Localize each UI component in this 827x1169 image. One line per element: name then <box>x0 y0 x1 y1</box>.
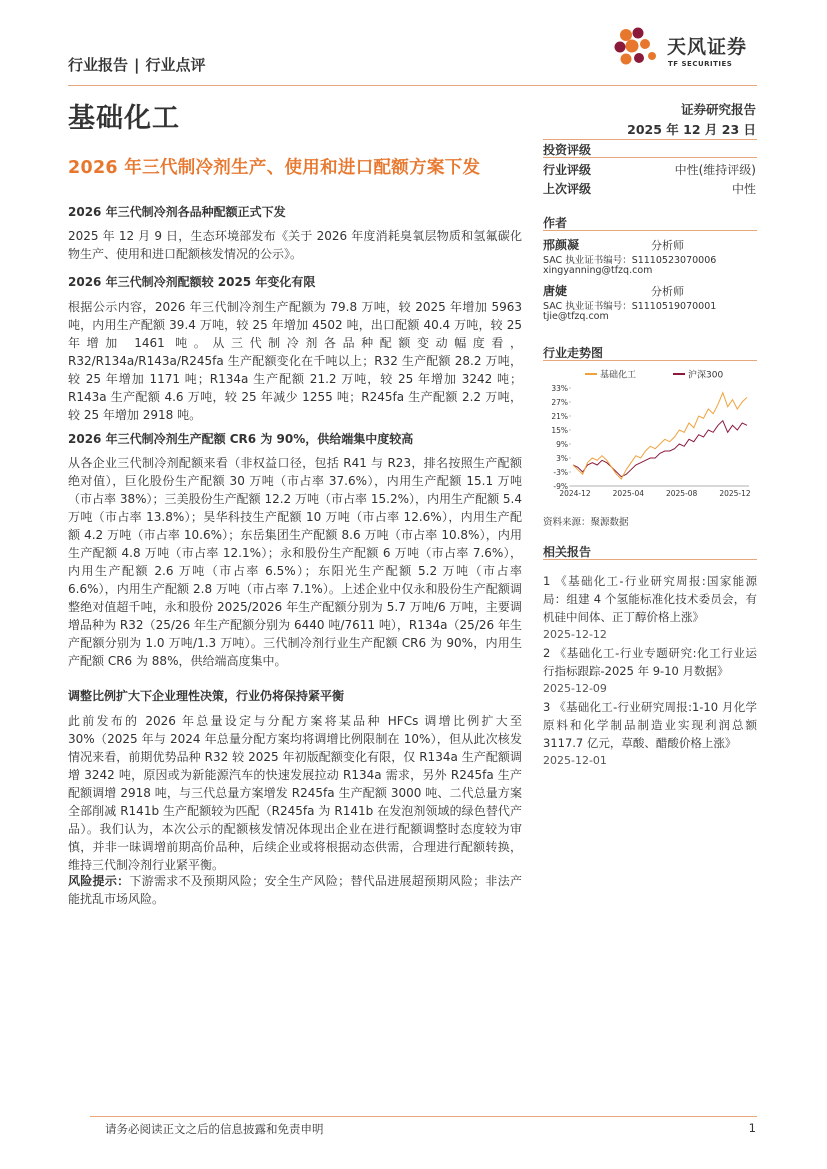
trend-heading: 行业走势图 <box>543 346 604 360</box>
related-report-item[interactable] <box>543 698 757 770</box>
analyst-email[interactable]: xingyanning@tfzq.com <box>543 265 653 276</box>
y-tick-label: 33% <box>551 384 568 393</box>
related-report-title[interactable]: 2 《基础化工-行业专题研究:化工行业运行指标跟踪-2025 年 9-10 月数据》 <box>543 646 757 678</box>
industry-rating-value: 中性(维持评级) <box>674 163 756 177</box>
chart-source: 资料来源：聚源数据 <box>543 517 629 528</box>
sidebar-top-divider <box>543 139 757 140</box>
authors-heading: 作者 <box>543 216 568 230</box>
analyst-name: 邢颜凝 <box>543 238 580 252</box>
footer-disclaimer[interactable]: 请务必阅读正文之后的信息披露和免责申明 <box>105 1122 324 1136</box>
paragraph: 从各企业三代制冷剂配额来看（非权益口径，包括 R41 与 R23，排名按照生产配额绝对值），巨化股份生产配额 30 万吨（市占率 37.6%），内用生产配额 15.1 万吨（市占率 38%）；三美股份生产配额 12.2 万吨（市占率 15.2%），内用生产配额 5.4 万吨（市占率 13.8%）；昊华科技生产配额 10 万吨（市占率 12.6%），内用生产配额 4.2 万吨（市占率 10.6%）；东岳集团生产配额 8.6 万吨（市占率 10.8%），内用生产配额 4.8 万吨（市占率 12.1%）；永和股份生产配额 6 万吨（市占率 7.6%），内用生产配额 2.6 万吨（市占率 6.5%）；东阳光生产配额 5.2 万吨（市占率 6.6%），内用生产配额 2.8 万吨（市占率 7.1%）。上述企业中仅永和股份生产配额调整绝对值超千吨，永和股份 2025/2026 年生产配额分别为 5.7 万吨/6 万吨，主要调增品种为 R32（25/26 年生产配额分别为 6440 吨/7611 吨），R134a（25/26 年生产配额分别为 1.0 万吨/1.3 万吨）。三代制冷剂行业生产配额 CR6 为 90%，内用生产配额 CR6 为 88%，供给端高度集中。 <box>68 456 522 668</box>
category-separator: | <box>134 56 140 74</box>
subcategory-label: 行业点评 <box>145 56 206 74</box>
y-tick-label: 27% <box>551 398 568 407</box>
rating-divider <box>543 157 757 158</box>
related-report-title[interactable]: 3 《基础化工-行业研究周报:1-10 月化学原料和化学制品制造业实现利润总额 3117.7 亿元，草酸、醋酸价格上涨》 <box>543 700 757 750</box>
analyst-role: 分析师 <box>651 239 684 252</box>
x-tick-label: 2025-12 <box>719 489 751 498</box>
y-tick-label: -9% <box>553 482 568 491</box>
logo-mark-icon <box>612 26 662 72</box>
related-divider <box>543 559 757 560</box>
risk-paragraph <box>68 872 522 908</box>
related-report-title[interactable]: 1 《基础化工-行业研究周报:国家能源局：组建 4 个氢能标准化技术委员会，有机硅中间体、正丁醇价格上涨》 <box>543 574 757 624</box>
brand-name-cn: 天风证券 <box>667 36 748 58</box>
related-report-date: 2025-12-12 <box>543 628 607 641</box>
x-tick-label: 2024-12 <box>559 489 591 498</box>
series-line-sector <box>573 393 747 479</box>
related-report-item[interactable] <box>543 572 757 644</box>
y-tick-label: 9% <box>556 440 568 449</box>
related-reports-list <box>543 572 757 770</box>
analyst-name: 唐婕 <box>543 284 568 298</box>
brand-logo <box>612 26 757 72</box>
section-heading: 2026 年三代制冷剂各品种配额正式下发 <box>68 205 286 219</box>
paragraph: 此前发布的 2026 年总量设定与分配方案将某品种 HFCs 调增比例扩大至 30%（2025 年与 2024 年总量分配方案均将调增比例限制在 10%），但从此次核发情况来看，前期优势品种 R32 较 2025 年初版配额变化有限，仅 R134a 生产配额调增 3242 吨，原因或为新能源汽车的快速发展拉动 R134a 需求，另外 R245fa 生产配额调增 2918 吨，与三代总量方案增发 R245fa 生产配额 3000 吨、二代总量方案全部削减 R141b 生产配额较为匹配（R245fa 为 R141b 在发泡剂领域的绿色替代产品）。我们认为，本次公示的配额核发情况体现出企业在进行配额调整时态度较为审慎，并非一昧调增前期高价品种，后续企业或将根据动态供需，合理进行配额转换，维持三代制冷剂行业紧平衡。 <box>68 714 522 872</box>
analyst-cert: SAC 执业证书编号：S1110523070006 <box>543 255 717 266</box>
y-tick-label: 3% <box>556 454 568 463</box>
brand-name-en: TF SECURITIES <box>668 60 733 68</box>
related-report-item[interactable] <box>543 644 757 698</box>
trend-divider <box>543 360 757 361</box>
legend-label-sector: 基础化工 <box>600 370 637 381</box>
analyst-cert: SAC 执业证书编号：S1110519070001 <box>543 301 717 312</box>
related-report-date: 2025-12-01 <box>543 754 607 767</box>
paragraph: 2025 年 12 月 9 日，生态环境部发布《关于 2026 年度消耗臭氧层物质和氢氟碳化物生产、使用和进口配额核发情况的公示》。 <box>68 229 522 261</box>
previous-rating-label: 上次评级 <box>543 182 592 196</box>
x-tick-label: 2025-08 <box>665 489 698 498</box>
series-line-index <box>573 421 747 477</box>
section-heading: 2026 年三代制冷剂配额较 2025 年变化有限 <box>68 275 316 289</box>
risk-label: 风险提示： <box>68 874 130 888</box>
trend-chart <box>543 364 757 504</box>
section-heading: 调整比例扩大下企业理性决策，行业仍将保持紧平衡 <box>68 689 345 703</box>
page-title: 基础化工 <box>68 103 180 134</box>
analyst-role: 分析师 <box>651 285 684 298</box>
report-date: 2025 年 12 月 23 日 <box>627 122 756 137</box>
y-tick-label: 21% <box>551 412 568 421</box>
section-heading: 2026 年三代制冷剂生产配额 CR6 为 90%，供给端集中度较高 <box>68 432 414 446</box>
y-tick-label: 15% <box>551 426 568 435</box>
related-report-date: 2025-12-09 <box>543 682 607 695</box>
footer-divider <box>90 1116 757 1117</box>
header-divider <box>68 85 757 86</box>
headline: 2026 年三代制冷剂生产、使用和进口配额方案下发 <box>68 158 481 178</box>
x-tick-label: 2025-04 <box>612 489 645 498</box>
chart-legend <box>585 369 723 381</box>
risk-text: 下游需求不及预期风险；安全生产风险；替代品进展超预期风险；非法产能扰乱市场风险。 <box>68 874 522 906</box>
authors-divider <box>543 230 757 231</box>
document-type <box>68 54 206 75</box>
paragraph: 根据公示内容，2026 年三代制冷剂生产配额为 79.8 万吨，较 2025 年增加 5963 吨，内用生产配额 39.4 万吨，较 25 年增加 4502 吨，出口配额 40.4 万吨，较 25 年增加 1461 吨。从三代制冷剂各品种配额变动幅度看，R32/R134a/R143a/R245fa 生产配额变化在千吨以上；R32 生产配额 28.2 万吨，较 25 年增加 1171 吨；R134a 生产配额 21.2 万吨，较 25 年增加 3242 吨；R143a 生产配额 4.6 万吨，较 25 年减少 1255 吨；R245fa 生产配额 2.2 万吨，较 25 年增加 2918 吨。 <box>68 300 522 422</box>
report-type: 证券研究报告 <box>680 102 756 117</box>
industry-rating-label: 行业评级 <box>543 163 592 177</box>
rating-heading: 投资评级 <box>543 143 592 157</box>
legend-label-index: 沪深300 <box>688 370 724 381</box>
previous-rating-value: 中性 <box>731 182 756 196</box>
related-heading: 相关报告 <box>543 545 592 559</box>
page-number: 1 <box>748 1121 756 1135</box>
y-tick-label: -3% <box>553 468 568 477</box>
analyst-email[interactable]: tjie@tfzq.com <box>543 311 609 322</box>
category-label: 行业报告 <box>68 56 129 74</box>
